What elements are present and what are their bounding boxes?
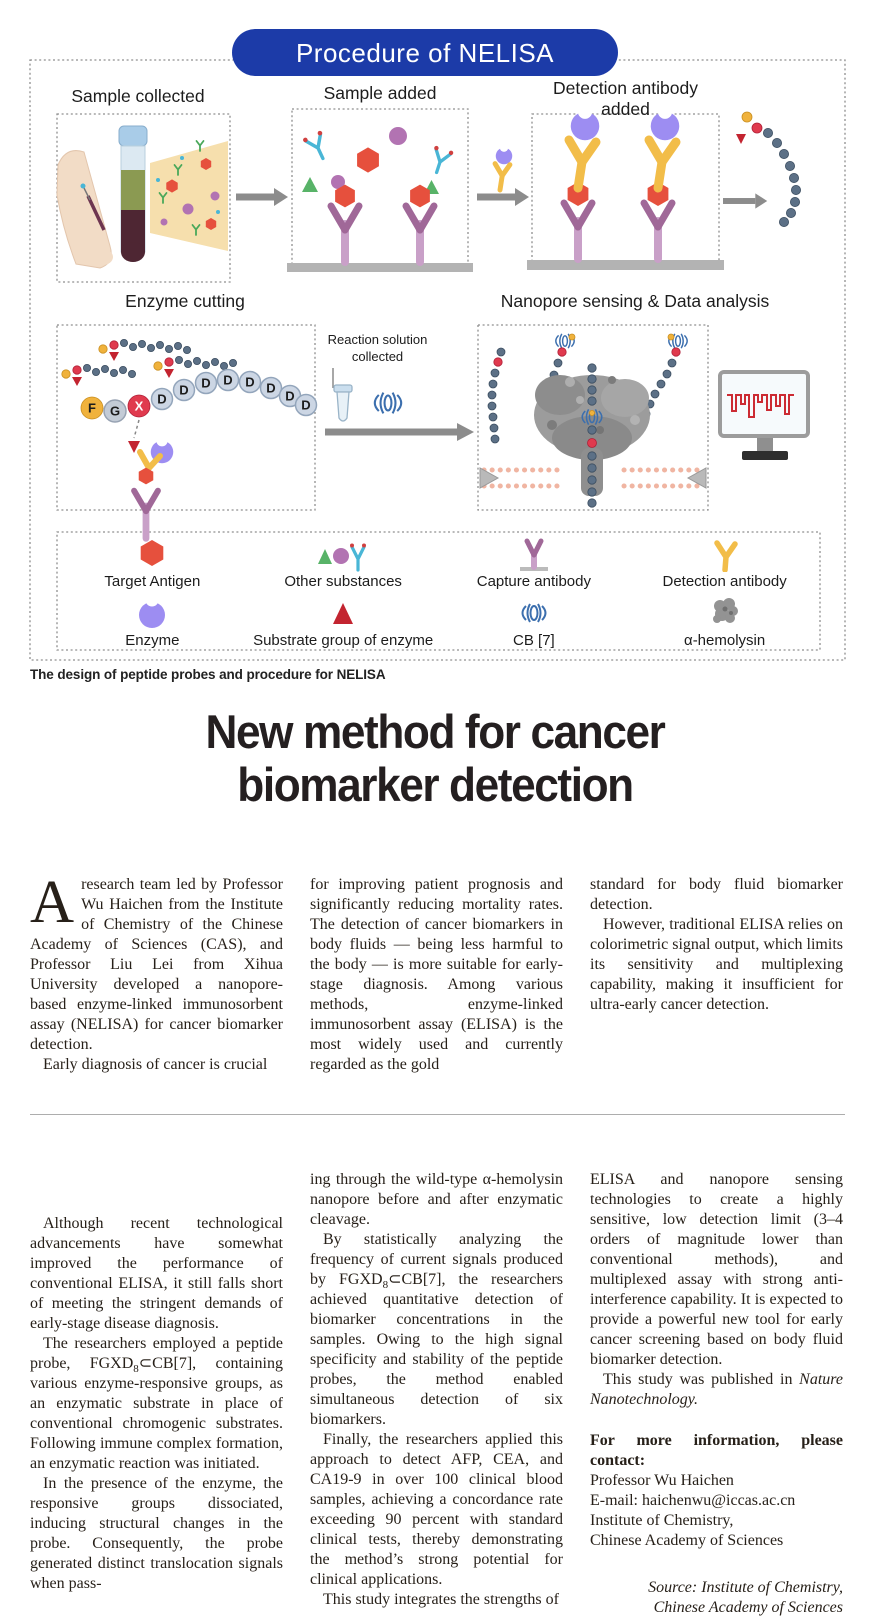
peptide-letter: D	[157, 391, 167, 407]
detection-antibody-icon	[705, 534, 745, 572]
monitor-icon	[720, 372, 808, 460]
source-line-1: Source: Institute of Chemistry,	[648, 1579, 843, 1596]
legend-label: α-hemolysin	[684, 632, 766, 649]
legend-item	[57, 534, 248, 593]
legend-label: Detection antibody	[662, 573, 787, 590]
step-arrow-2-icon	[477, 188, 529, 206]
contact-name: Professor Wu Haichen	[590, 1472, 734, 1489]
article2-column-1	[30, 1170, 283, 1618]
contact-institute: Institute of Chemistry,	[590, 1512, 734, 1529]
peptide-letter: D	[179, 382, 189, 398]
legend-label: Target Antigen	[104, 573, 201, 590]
paragraph: This study integrates the strengths of	[323, 1591, 559, 1608]
contact-academy: Chinese Academy of Sciences	[590, 1532, 784, 1549]
legend-label: Substrate group of enzyme	[253, 632, 434, 649]
article1-column-3	[590, 875, 843, 1075]
section-divider	[30, 1114, 845, 1115]
paragraph: Early diagnosis of cancer is crucial	[43, 1056, 268, 1073]
well-base-2	[527, 260, 724, 270]
detection-antibody-panel	[532, 114, 719, 263]
legend-label: Enzyme	[125, 632, 180, 649]
step-arrow-1-icon	[236, 188, 288, 206]
paragraph: However, traditional ELISA relies on colorimetric signal output, which limits its sensitivity and multiplexing capability, making it insufficient for ultra-early cancer detection.	[590, 916, 843, 1013]
paragraph: ELISA and nanopore sensing technologies to create a highly sensitive, low detection limit (3–4 orders of magnitude lower than conventional methods), and multiplexed assay with strong anti-interference capability. It is expected to provide a powerful new tool for early cancer screening based on body fluid biomarker detection.	[590, 1171, 843, 1368]
label-sample-added: Sample added	[323, 83, 437, 103]
paragraph: The researchers employed a peptide probe, $FGXD_8\subset CB[7]$, containing various enzyme-responsive groups, as an enzymatic substrate in place of conventional chromogenic substrates. Following immune complex formation, an enzymatic reaction was initiated.	[30, 1335, 283, 1472]
legend-item	[439, 534, 630, 593]
hemolysin-icon	[705, 593, 745, 631]
peptide-letter: D	[285, 388, 295, 404]
label-sample-collected: Sample collected	[71, 86, 205, 106]
legend-item	[57, 593, 248, 652]
detection-added-contents	[495, 105, 679, 259]
peptide-letter: G	[109, 403, 121, 419]
legend-item	[248, 534, 439, 593]
legend-item	[629, 534, 820, 593]
source-line-2: Chinese Academy of Sciences	[653, 1599, 843, 1616]
headline-line-2: biomarker detection	[237, 758, 633, 811]
peptide-letter: F	[88, 400, 96, 416]
headline	[0, 705, 870, 811]
cb7-icon	[514, 593, 554, 631]
paragraph: Finally, the researchers applied this approach to detect AFP, CEA, and CA19-9 in over 100 clinical blood samples, achieving a concordance rate exceeding 90 percent with standard clinical tests, thereby demonstrating the method’s strong potential for clinical applications.	[310, 1431, 563, 1588]
figure-title: Procedure of NELISA	[295, 37, 555, 68]
legend-label: Other substances	[284, 573, 402, 590]
released-probe-chain	[736, 112, 801, 227]
blood-tube-icon	[119, 126, 147, 262]
capture-antibody-icon	[514, 534, 554, 572]
tube-icon	[333, 368, 352, 421]
label-reaction-solution: Reaction solution collected	[327, 332, 428, 364]
well-base-1	[287, 263, 473, 272]
article1-column-1	[30, 869, 283, 1075]
article-section-2	[30, 1170, 845, 1618]
peptide-letter: X	[134, 398, 144, 414]
article2-column-2	[310, 1170, 563, 1618]
label-nanopore-sensing: Nanopore sensing & Data analysis	[500, 291, 770, 311]
enzyme-icon	[132, 593, 172, 631]
peptide-letter: D	[266, 380, 276, 396]
figure-legend	[57, 534, 820, 648]
sample-blob	[150, 141, 228, 251]
reaction-arrow-icon	[325, 423, 474, 441]
contact-email: E-mail: haichenwu@iccas.ac.cn	[590, 1492, 796, 1509]
peptide-letter: D	[301, 397, 311, 413]
legend-label: CB [7]	[513, 632, 555, 649]
headline-line-1: New method for cancer	[205, 705, 665, 758]
peptide-probe-chain	[81, 370, 317, 539]
left-cone	[480, 468, 498, 488]
cb7-molecule-icon	[375, 393, 401, 414]
paragraph: standard for body fluid biomarker detection.	[590, 876, 843, 913]
paragraph: This study was published in Nature Nanotechnology.	[590, 1371, 843, 1408]
paragraph: ing through the wild-type α-hemolysin nanopore before and after enzymatic cleavage.	[310, 1171, 563, 1228]
article1-column-2	[310, 875, 563, 1075]
source-credit	[590, 1578, 843, 1618]
legend-item	[248, 593, 439, 652]
legend-item	[439, 593, 630, 652]
target-antigen-icon	[132, 534, 172, 572]
subscript: 8	[133, 1363, 139, 1376]
sample-added-contents	[302, 127, 454, 262]
paragraph: for improving patient prognosis and significantly reducing mortality rates. The detection of cancer biomarkers in body fluids — being less harmful to the body — is more suitable for early-stage diagnosis. Among various methods, enzyme-linked immunosorbent assay (ELISA) is the most widely used and currently regarded as the gold	[310, 876, 563, 1073]
drop-cap: A	[30, 869, 75, 936]
article2-column-3	[590, 1170, 843, 1618]
paragraph: In the presence of the enzyme, the responsive groups dissociated, inducing structural changes in the probe. Consequently, the probe generated distinct translocation signals when pass-	[30, 1475, 283, 1592]
substrate-icon	[323, 593, 363, 631]
legend-item	[629, 593, 820, 652]
figure-title-banner	[232, 29, 618, 76]
legend-label: Capture antibody	[476, 573, 591, 590]
label-detection-antibody-added: Detection antibody added	[553, 78, 698, 119]
paragraph: Aresearch team led by Professor Wu Haichen from the Institute of Chemistry of the Chinese Academy of Sciences (CAS), and Professor Liu Lei from Xihua University developed a nanopore-based enzyme-linked immunosorbent assay (NELISA) for cancer biomarker detection.	[30, 869, 283, 1053]
other-substances-icon	[312, 534, 374, 572]
peptide-letter: D	[223, 372, 233, 388]
contact-block	[590, 1431, 843, 1551]
article-section-1	[30, 869, 845, 1075]
journal-name: Nature Nanotechnology.	[590, 1371, 843, 1408]
peptide-letter: D	[245, 374, 255, 390]
peptide-letter: D	[201, 375, 211, 391]
subscript: 8	[382, 1279, 389, 1292]
contact-heading: For more information, please contact:	[590, 1432, 843, 1469]
label-enzyme-cutting: Enzyme cutting	[125, 291, 245, 311]
figure-caption: The design of peptide probes and procedure for NELISA	[30, 667, 386, 682]
arm-illustration	[57, 151, 113, 268]
step-arrow-3-icon	[723, 193, 767, 208]
paragraph: By statistically analyzing the frequency of current signals produced by $FGXD_8\subset CB[7]$, the researchers achieved quantitative detection of biomarker concentrations in the samples. Owing to the high signal specificity and stability of the peptide probes, the method enabled simultaneous detection of six biomarkers.	[310, 1231, 563, 1428]
paragraph: Although recent technological advancements have somewhat improved the performance of conventional ELISA, it still falls short of meeting the stringent demands of early-stage disease diagnosis.	[30, 1215, 283, 1332]
